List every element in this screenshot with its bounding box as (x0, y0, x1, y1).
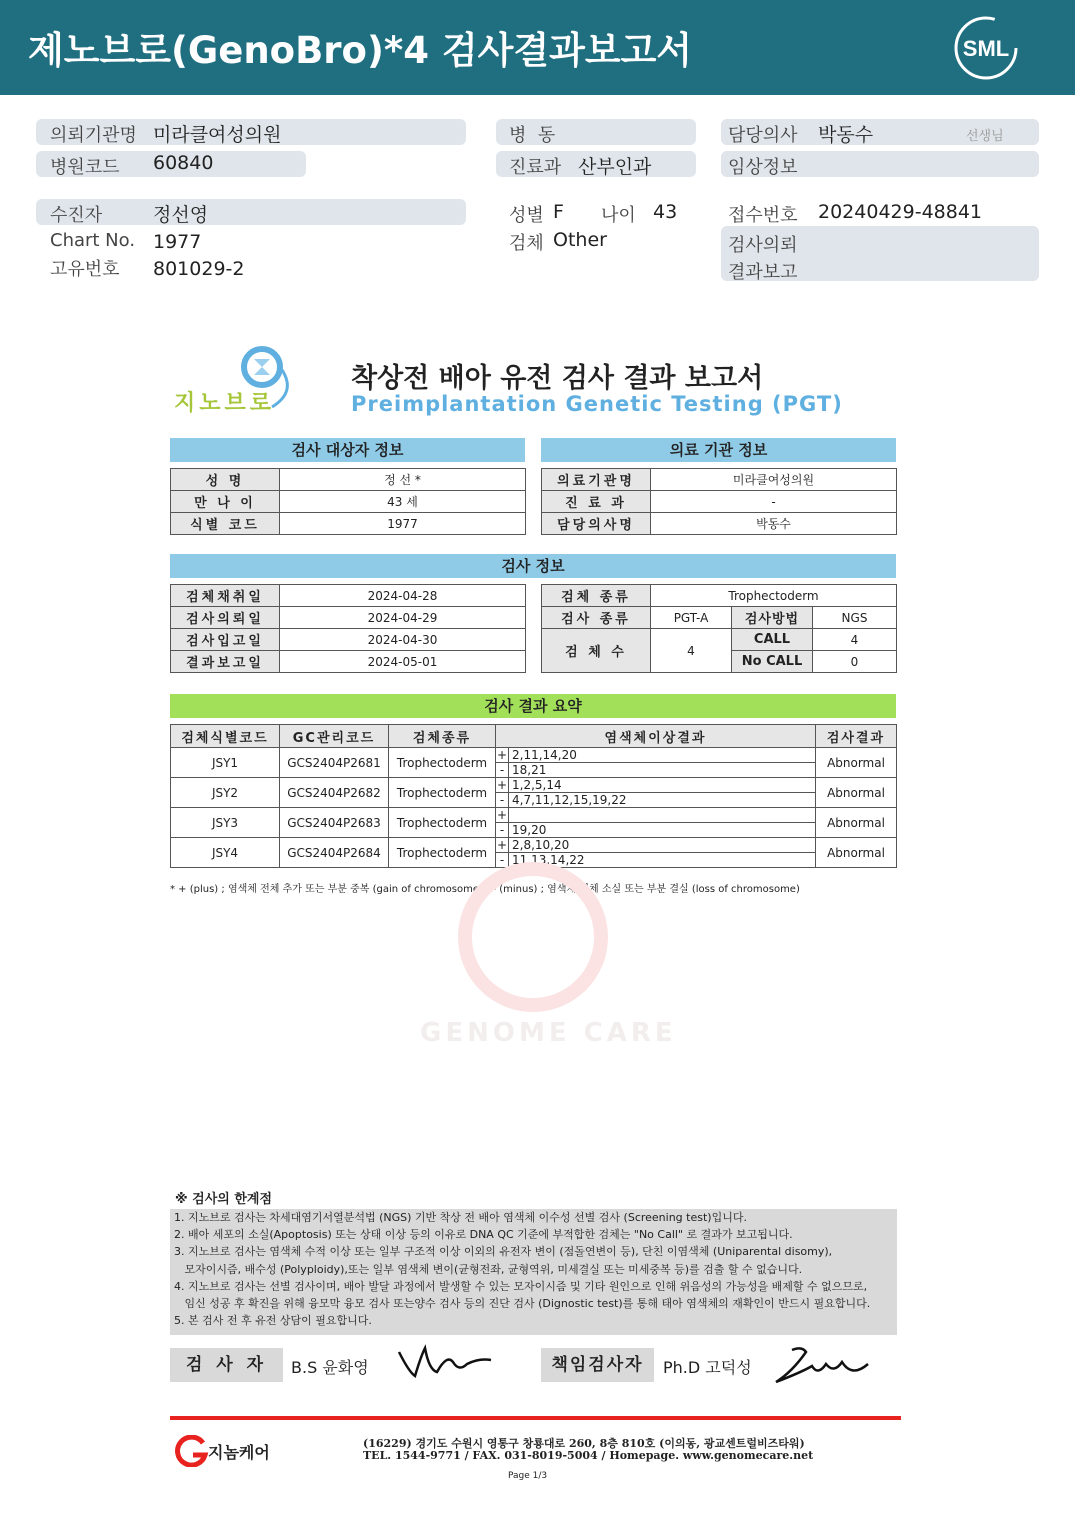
institution-label: 의뢰기관명 (50, 125, 137, 146)
page-number: Page 1/3 (508, 1471, 548, 1481)
subject-age-value: 43 세 (280, 491, 526, 513)
table-row (171, 629, 526, 651)
subject-name-label: 성 명 (171, 469, 280, 491)
summary-header: 검사 결과 요약 (170, 694, 896, 718)
inst-dept-value: - (651, 491, 897, 513)
minus-sign: - (496, 853, 509, 867)
ward-label: 병 동 (509, 125, 556, 146)
table-row (171, 469, 526, 491)
doctor-value: 박동수 (818, 124, 874, 146)
patient-value: 정선영 (153, 204, 209, 226)
minus-value: 11,13,14,22 (512, 853, 585, 867)
limit-line: 임신 성공 후 확진을 위해 융모막 융모 검사 또는양수 검사 등의 진단 검사 (Dignostic test)를 통해 태아 염색체의 재확인이 반드시 필요합니다. (174, 1297, 871, 1311)
method-value: NGS (813, 607, 897, 629)
specimen-label: 검체 (509, 233, 544, 254)
dates-table (170, 584, 526, 673)
row-result: Abnormal (816, 748, 897, 778)
limit-line: 2. 배아 세포의 소실(Apoptosis) 또는 상태 이상 등의 이유로 DNA QC 기준에 부적합한 검체는 "No Call" 로 결과가 보고됩니다. (174, 1228, 793, 1242)
inst-doctor-label: 담당의사명 (542, 513, 651, 535)
institution-info-header: 의료 기관 정보 (541, 438, 896, 462)
table-row (542, 629, 897, 651)
plus-value (509, 808, 512, 822)
date-value: 2024-04-29 (280, 607, 526, 629)
company-contact: TEL. 1544-9771 / FAX. 031-8019-5004 / Homepage. www.genomecare.net (363, 1449, 814, 1462)
subject-code-value: 1977 (280, 513, 526, 535)
row-chrom (496, 748, 816, 778)
examiner-name: B.S 윤화영 (291, 1358, 369, 1377)
table-row (171, 607, 526, 629)
inst-name-label: 의료기관명 (542, 469, 651, 491)
age-label: 나이 (601, 205, 636, 226)
minus-value: 18,21 (512, 763, 547, 777)
date-label: 결과보고일 (171, 651, 280, 673)
table-row (542, 585, 897, 607)
row-gc: GCS2404P2681 (280, 748, 389, 778)
results-table (170, 724, 897, 868)
col-header: 염색체이상결과 (496, 725, 816, 748)
limit-line: 모자이시즘, 배수성 (Polyploidy),또는 일부 염색체 변이(균형전좌, 균형역위, 미세결실 또는 미세중복 등)를 검출 할 수 없습니다. (174, 1262, 803, 1276)
row-gc: GCS2404P2683 (280, 808, 389, 838)
date-label: 검체채취일 (171, 585, 280, 607)
minus-sign: - (496, 823, 509, 837)
sml-logo (952, 14, 1020, 82)
doctor-label: 담당의사 (728, 125, 798, 146)
hospital-code-value: 60840 (153, 152, 214, 174)
minus-sign: - (496, 763, 509, 777)
col-header: 검체종류 (389, 725, 496, 748)
nocall-label: No CALL (732, 651, 813, 673)
minus-value: 4,7,11,12,15,19,22 (512, 793, 627, 807)
plus-sign: + (496, 838, 508, 852)
report-title: 제노브로(GenoBro)*4 검사결과보고서 (28, 29, 693, 72)
count-value: 4 (651, 629, 732, 673)
chart-label: Chart No. (50, 230, 136, 251)
table-row (171, 808, 897, 838)
col-header: GC관리코드 (280, 725, 389, 748)
row-type: Trophectoderm (389, 748, 496, 778)
table-row (171, 651, 526, 673)
row-chrom (496, 778, 816, 808)
patient-label: 수진자 (50, 205, 103, 226)
limit-line: 5. 본 검사 전 후 유전 상담이 필요합니다. (174, 1314, 372, 1328)
plus-sign: + (496, 778, 508, 792)
subject-table (170, 468, 526, 535)
row-gc: GCS2404P2682 (280, 778, 389, 808)
limit-line: 1. 지노브로 검사는 차세대염기서열분석법 (NGS) 기반 착상 전 배아 염색체 이수성 선별 검사 (Screening test)입니다. (174, 1211, 747, 1224)
row-id: JSY4 (171, 838, 280, 868)
table-row (542, 513, 897, 535)
minus-sign: - (496, 793, 509, 807)
inst-doctor-value: 박동수 (651, 513, 897, 535)
report-label: 결과보고 (728, 262, 798, 283)
date-value: 2024-05-01 (280, 651, 526, 673)
call-label: CALL (732, 629, 813, 651)
row-type: Trophectoderm (389, 778, 496, 808)
row-id: JSY2 (171, 778, 280, 808)
company-name: 지놈케어 (208, 1443, 270, 1462)
table-header-row (171, 725, 897, 748)
call-value: 4 (813, 629, 897, 651)
chief-name: Ph.D 고덕성 (663, 1358, 752, 1377)
table-row (171, 585, 526, 607)
row-chrom (496, 808, 816, 838)
date-label: 검사의뢰일 (171, 607, 280, 629)
date-value: 2024-04-28 (280, 585, 526, 607)
row-id: JSY1 (171, 748, 280, 778)
row-type: Trophectoderm (389, 808, 496, 838)
genomecare-logo-icon (175, 1435, 209, 1467)
genobro-brand: 지노브로 (174, 391, 276, 416)
row-result: Abnormal (816, 808, 897, 838)
specimen-value: Other (553, 229, 607, 251)
footer-line (170, 1416, 901, 1420)
id-value: 801029-2 (153, 258, 245, 280)
col-header: 검체식별코드 (171, 725, 280, 748)
plus-value: 1,2,5,14 (512, 778, 562, 792)
table-row (542, 491, 897, 513)
sex-label: 성별 (509, 205, 544, 226)
minus-value: 19,20 (512, 823, 547, 837)
watermark-text: GENOME CARE (420, 1018, 677, 1048)
receipt-value: 20240429-48841 (818, 201, 983, 223)
plus-value: 2,8,10,20 (512, 838, 570, 852)
doctor-suffix: 선생님 (966, 129, 1004, 144)
table-row (171, 513, 526, 535)
examiner-signature (395, 1342, 495, 1382)
row-result: Abnormal (816, 778, 897, 808)
col-header: 검사결과 (816, 725, 897, 748)
request-label: 검사의뢰 (728, 235, 798, 256)
plus-sign: + (496, 748, 508, 762)
clinical-label: 임상정보 (728, 157, 798, 178)
plus-value: 2,11,14,20 (512, 748, 577, 762)
department-label: 진료과 (509, 157, 562, 178)
watermark-logo (458, 862, 608, 1012)
subject-code-label: 식별 코드 (171, 513, 280, 535)
row-gc: GCS2404P2684 (280, 838, 389, 868)
date-value: 2024-04-30 (280, 629, 526, 651)
limit-line: 3. 지노브로 검사는 염색체 수적 이상 또는 일부 구조적 이상 이외의 유전자 변이 (점돌연변이 등), 단친 이염색체 (Uniparental disomy), (174, 1245, 833, 1259)
count-label: 검 체 수 (542, 629, 651, 673)
nocall-value: 0 (813, 651, 897, 673)
inst-name-value: 미라클여성의원 (651, 469, 897, 491)
receipt-label: 접수번호 (728, 205, 798, 226)
test-type-value: PGT-A (651, 607, 732, 629)
chief-label: 책임검사자 (541, 1348, 654, 1382)
sex-value: F (553, 201, 564, 223)
examiner-label: 검 사 자 (170, 1348, 283, 1382)
table-row (171, 778, 897, 808)
subject-info-header: 검사 대상자 정보 (170, 438, 525, 462)
chief-signature (772, 1342, 872, 1386)
id-label: 고유번호 (50, 259, 120, 280)
specimen-type-value: Trophectoderm (651, 585, 897, 607)
institution-table (541, 468, 897, 535)
limit-line: 4. 지노브로 검사는 선별 검사이며, 배아 발달 과정에서 발생할 수 있는 모자이시즘 및 기타 원인으로 인해 위음성의 가능성을 배제할 수 없으므로, (174, 1279, 868, 1293)
specimen-type-label: 검체 종류 (542, 585, 651, 607)
test-type-label: 검사 종류 (542, 607, 651, 629)
report-title-en: Preimplantation Genetic Testing (PGT) (351, 392, 843, 416)
row-id: JSY3 (171, 808, 280, 838)
department-value: 산부인과 (578, 156, 652, 178)
table-row (171, 491, 526, 513)
limits-box (170, 1209, 897, 1335)
table-row (542, 607, 897, 629)
institution-value: 미라클여성의원 (153, 124, 282, 146)
company-address: (16229) 경기도 수원시 영통구 창룡대로 260, 8층 810호 (이의동, 광교센트럴비즈타워) (363, 1437, 805, 1450)
subject-name-value: 정 선 * (280, 469, 526, 491)
test-info-header: 검사 정보 (170, 554, 896, 578)
date-label: 검사입고일 (171, 629, 280, 651)
inst-dept-label: 진 료 과 (542, 491, 651, 513)
test-detail-table (541, 584, 897, 673)
hospital-code-label: 병원코드 (50, 157, 120, 178)
row-type: Trophectoderm (389, 838, 496, 868)
subject-age-label: 만 나 이 (171, 491, 280, 513)
sml-logo-text: SML (962, 36, 1010, 61)
chart-value: 1977 (153, 231, 202, 253)
table-row (542, 469, 897, 491)
report-title-ko: 착상전 배아 유전 검사 결과 보고서 (351, 363, 764, 394)
method-label: 검사방법 (732, 607, 813, 629)
age-value: 43 (653, 201, 678, 223)
limits-header: ※ 검사의 한계점 (175, 1192, 273, 1207)
row-result: Abnormal (816, 838, 897, 868)
footnote: * + (plus) ; 염색체 전체 추가 또는 부분 중복 (gain of chromosome) , - (minus) ; 염색체 전체 소실 또는 부분 결실 (loss of chromosome) (170, 884, 800, 895)
table-row (171, 748, 897, 778)
plus-sign: + (496, 808, 508, 822)
